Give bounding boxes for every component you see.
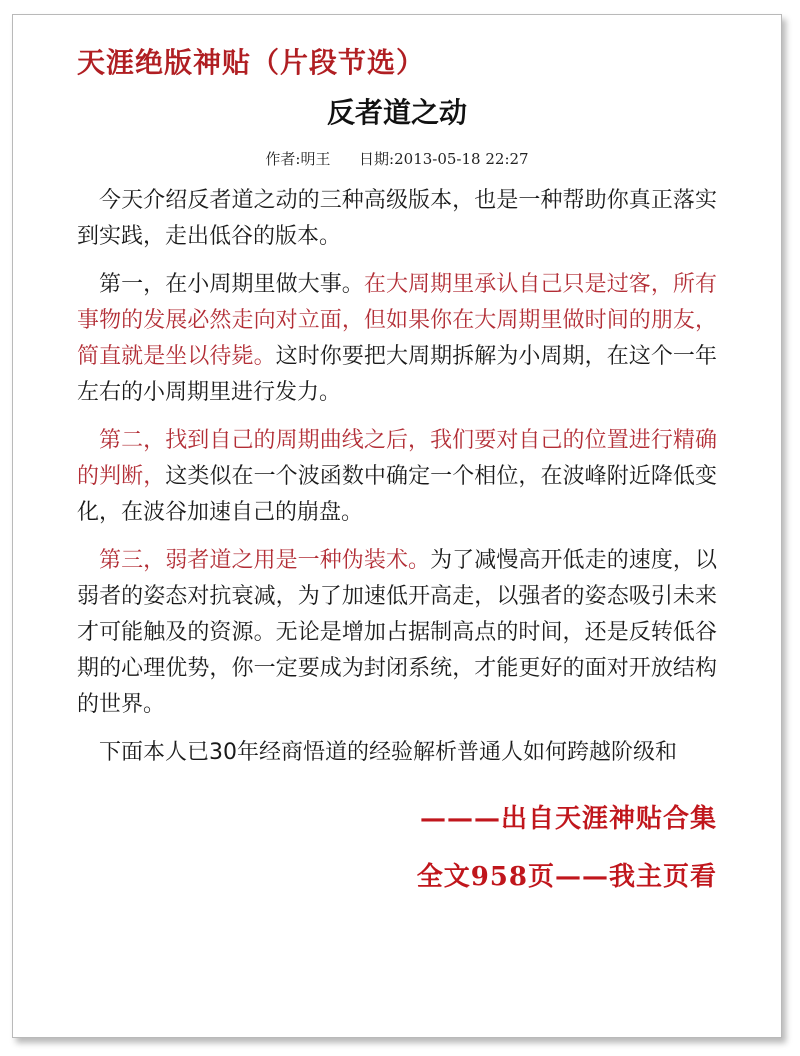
highlighted-text: 第二，找到自己的周期曲线之后，我们要对自己的位置进行精确的判断， <box>77 428 717 489</box>
paragraph-4 <box>77 543 717 723</box>
paragraph-text: 第一，在小周期里做大事。 <box>99 272 364 297</box>
document-page <box>12 14 782 1038</box>
paragraph-text: 下面本人已30年经商悟道的经验解析普通人如何跨越阶级和 <box>99 740 677 765</box>
paragraph-text: 为了减慢高开低走的速度，以弱者的姿态对抗衰减，为了加速低开高走，以强者的姿态吸引未来才可能触及的资源。无论是增加占据制高点的时间，还是反转低谷期的心理优势，你一定要成为封闭系统，才能更好的面对开放结构的世界。 <box>77 548 717 717</box>
footer-pages: 全文958页——我主页看 <box>416 862 717 892</box>
paragraph-text: 今天介绍反者道之动的三种高级版本，也是一种帮助你真正落实到实践，走出低谷的版本。 <box>77 188 717 249</box>
article-body <box>77 183 717 771</box>
article-meta: 作者:明王 日期:2013-05-18 22:27 <box>265 150 529 168</box>
article-title: 反者道之动 <box>326 96 467 129</box>
header-title: 天涯绝版神贴（片段节选） <box>77 46 426 79</box>
paragraph-1 <box>77 183 717 255</box>
highlighted-text: 在大周期里承认自己只是过客，所有事物的发展必然走向对立面，但如果你在大周期里做时间的朋友，简直就是坐以待毙。 <box>77 272 717 369</box>
highlighted-text: 第三，弱者道之用是一种伪装术。 <box>99 548 431 573</box>
paragraph-3 <box>77 423 717 531</box>
paragraph-5 <box>77 735 717 771</box>
document-content <box>77 43 717 899</box>
paragraph-text: 这时你要把大周期拆解为小周期，在这个一年左右的小周期里进行发力。 <box>77 344 717 405</box>
paragraph-text: 这类似在一个波函数中确定一个相位，在波峰附近降低变化，在波谷加速自己的崩盘。 <box>77 464 717 525</box>
footer-source: ———出自天涯神贴合集 <box>419 804 717 834</box>
paragraph-2 <box>77 267 717 411</box>
